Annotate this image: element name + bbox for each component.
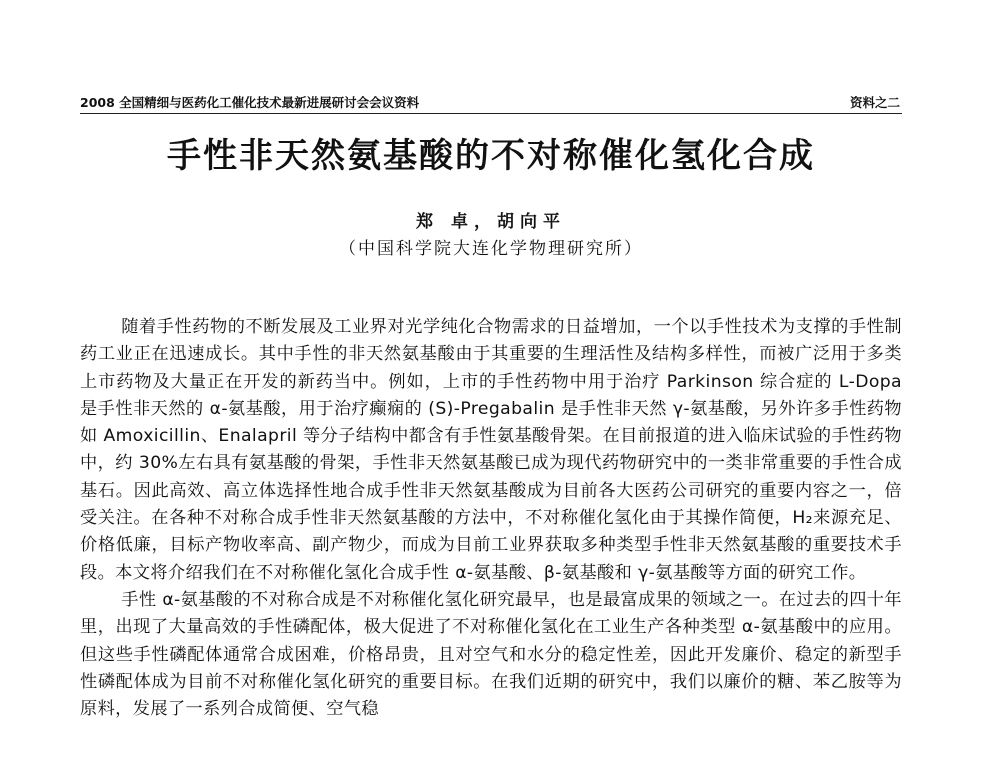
affiliation: （中国科学院大连化学物理研究所） [339,239,643,259]
paragraph: 手性 α-氨基酸的不对称合成是不对称催化氢化研究最早，也是最富成果的领域之一。在过去的四十年里，出现了大量高效的手性磷配体，极大促进了不对称催化氢化在工业生产各种类型 α-氨基酸中的应用。但这些手性磷配体通常合成困难，价格昂贵，且对空气和水分的稳定性差，因此开发廉价、稳定的新型手性磷配体成为目前不对称催化氢化研究的重要目标。在我们近期的研究中，我们以廉价的糖、苯乙胺等为原料，发展了一系列合成简便、空气稳 [80,589,902,720]
article-body [80,314,902,723]
header-label: 资料之二 [849,95,900,110]
header-conference: 2008 全国精细与医药化工催化技术最新进展研讨会会议资料 [80,95,420,110]
paper-title: 手性非天然氨基酸的不对称催化氢化合成 [167,136,815,176]
authors: 郑 卓，胡向平 [416,212,566,232]
paragraph: 随着手性药物的不断发展及工业界对光学纯化合物需求的日益增加，一个以手性技术为支撑的手性制药工业正在迅速成长。其中手性的非天然氨基酸由于其重要的生理活性及结构多样性，而被广泛用于多类上市药物及大量正在开发的新药当中。例如，上市的手性药物中用于治疗 Parkinson 综合症的 L-Dopa 是手性非天然的 α-氨基酸，用于治疗癫痫的 (S)-Pregabalin 是手性非天然 γ-氨基酸，另外许多手性药物如 Amoxicillin、Enalapril 等分子结构中都含有手性氨基酸骨架。在目前报道的进入临床试验的手性药物中，约 30%左右具有氨基酸的骨架，手性非天然氨基酸已成为现代药物研究中的一类非常重要的手性合成基石。因此高效、高立体选择性地合成手性非天然氨基酸成为目前各大医药公司研究的重要内容之一，倍受关注。在各种不对称合成手性非天然氨基酸的方法中，不对称催化氢化由于其操作简便，H₂来源充足、价格低廉，目标产物收率高、副产物少，而成为目前工业界获取多种类型手性非天然氨基酸的重要技术手段。本文将介绍我们在不对称催化氢化合成手性 α-氨基酸、β-氨基酸和 γ-氨基酸等方面的研究工作。 [80,317,902,583]
running-header [80,93,902,114]
